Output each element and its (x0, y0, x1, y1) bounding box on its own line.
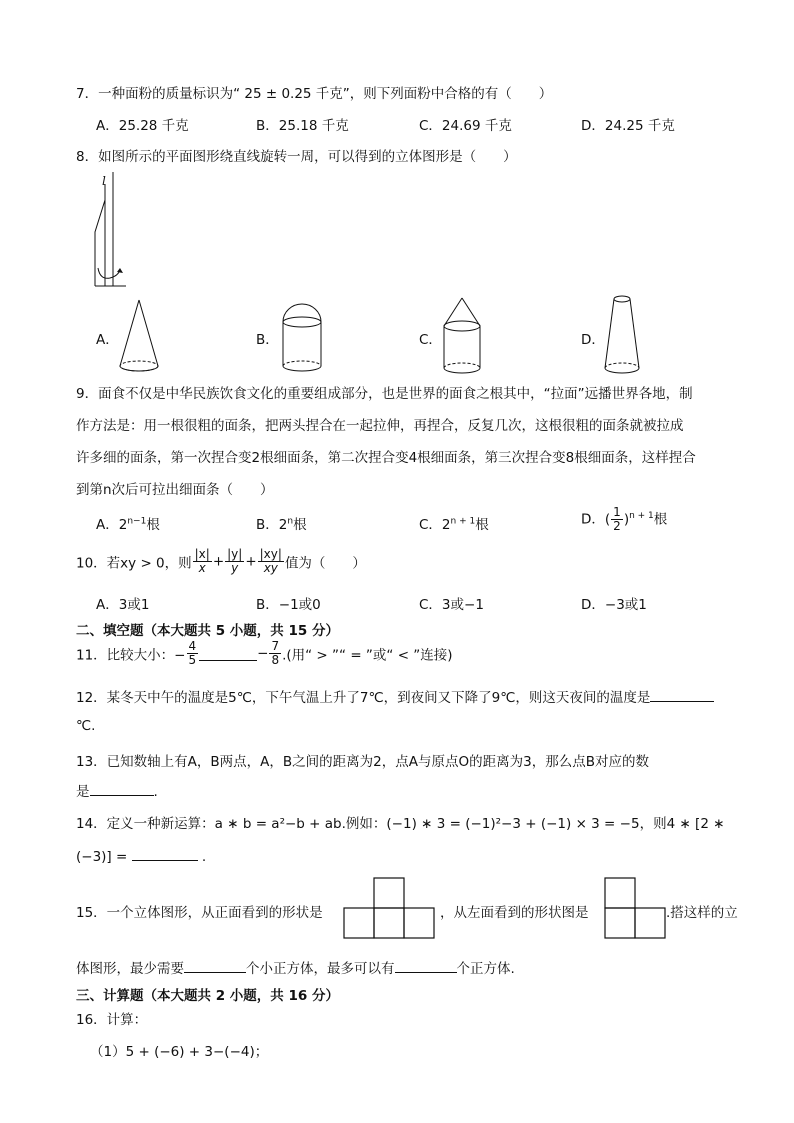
q9-option-d: D．( $\frac{1}{2}$ )$^{n + 1}$根 (581, 505, 668, 533)
q11-stem: 11．比较大小：− $\frac{4}{5}$ − $\frac{7}{8}$ .(用“ > ”“ = ”或“ < ”连接) (76, 639, 453, 667)
section-3-heading: 三、计算题（本大题共 2 小题，共 16 分） (76, 988, 339, 1004)
q16-sub-1: （1）5 + (−6) + 3−(−4)； (90, 1044, 269, 1060)
q10-option-d: D．−3或1 (581, 597, 647, 613)
q8-option-d: D． (581, 332, 605, 348)
q15-part-2: ，从左面看到的形状图是 (440, 905, 589, 921)
q15-line-2: 体图形，最少需要 个小正方体，最多可以有 个正方体. (76, 957, 515, 977)
section-2-heading: 二、填空题（本大题共 5 小题，共 15 分） (76, 623, 339, 639)
q16-stem: 16．计算： (76, 1012, 148, 1028)
q10-stem: 10．若xy > 0，则 $\frac{|x|}{x}$ + $\frac{|y|}{y}$ + $\frac{|xy|}{xy}$ 值为（ ） (76, 547, 366, 575)
q10-option-c: C．3或−1 (419, 597, 484, 613)
q13-answer-blank[interactable] (90, 781, 154, 796)
q14-line-1: 14．定义一种新运算：a ∗ b = a²−b + ab.例如：(−1) ∗ 3 = (−1)²−3 + (−1) × 3 = −5，则4 ∗ [2 ∗ (76, 816, 725, 832)
q9-option-b: B．2$^n$根 (256, 516, 307, 533)
q7-stem: 7．一种面粉的质量标识为“ 25 ± 0.25 千克”，则下列面粉中合格的有（ ） (76, 86, 553, 102)
q12-answer-blank[interactable] (650, 687, 714, 702)
hemisphere-cylinder-figure (280, 302, 324, 374)
q7-option-d: D．24.25 千克 (581, 118, 675, 134)
q9-line-4: 到第n次后可拉出细面条（ ） (76, 482, 274, 498)
cone-figure (118, 298, 160, 376)
q9-option-c: C．$2^{n + 1}$根 (419, 516, 489, 533)
left-view-figure (604, 877, 668, 939)
q15-part-3: .搭这样的立 (666, 905, 738, 921)
q14-line-2: (−3)] = . (76, 846, 206, 865)
q13-line-1: 13．已知数轴上有A，B两点，A，B之间的距离为2，点A与原点O的距离为3，那么点B对应的数 (76, 754, 649, 770)
q9-line-2: 作方法是：用一根很粗的面条，把两头捏合在一起拉伸，再捏合，反复几次，这根很粗的面条就被拉成 (76, 418, 684, 434)
q9-line-1: 9．面食不仅是中华民族饮食文化的重要组成部分，也是世界的面食之根其中，“拉面”远播世界各地，制 (76, 386, 693, 402)
frustum-figure (602, 294, 642, 376)
q11-answer-blank[interactable] (199, 646, 257, 661)
q9-option-a: A．$2^{n-1}$根 (96, 516, 160, 533)
q8-option-c: C． (419, 332, 442, 348)
q13-line-2: 是 . (76, 780, 158, 800)
front-view-figure (343, 877, 437, 939)
q7-option-c: C．24.69 千克 (419, 118, 512, 134)
q7-option-b: B．25.18 千克 (256, 118, 349, 134)
axis-label-l: l (102, 174, 106, 188)
q10-option-a: A．3或1 (96, 597, 150, 613)
q14-answer-blank[interactable] (132, 846, 198, 861)
q15-max-blank[interactable] (395, 958, 457, 973)
q15-min-blank[interactable] (184, 958, 246, 973)
q8-stem: 8．如图所示的平面图形绕直线旋转一周，可以得到的立体图形是（ ） (76, 149, 517, 165)
q8-option-b: B． (256, 332, 279, 348)
q9-line-3: 许多细的面条，第一次捏合变2根细面条，第二次捏合变4根细面条，第三次捏合变8根细面条，这样捏合 (76, 450, 696, 466)
q8-option-a: A． (96, 332, 119, 348)
q7-option-a: A．25.28 千克 (96, 118, 189, 134)
q10-option-b: B．−1或0 (256, 597, 321, 613)
q12-line-1: 12．某冬天中午的温度是5℃，下午气温上升了7℃，到夜间又下降了9℃，则这天夜间的温度是 (76, 686, 714, 706)
cone-cylinder-figure (442, 296, 482, 376)
q12-line-2: ℃. (76, 718, 96, 734)
q15-part-1: 15．一个立体图形，从正面看到的形状是 (76, 905, 323, 921)
rotation-figure (90, 172, 130, 290)
